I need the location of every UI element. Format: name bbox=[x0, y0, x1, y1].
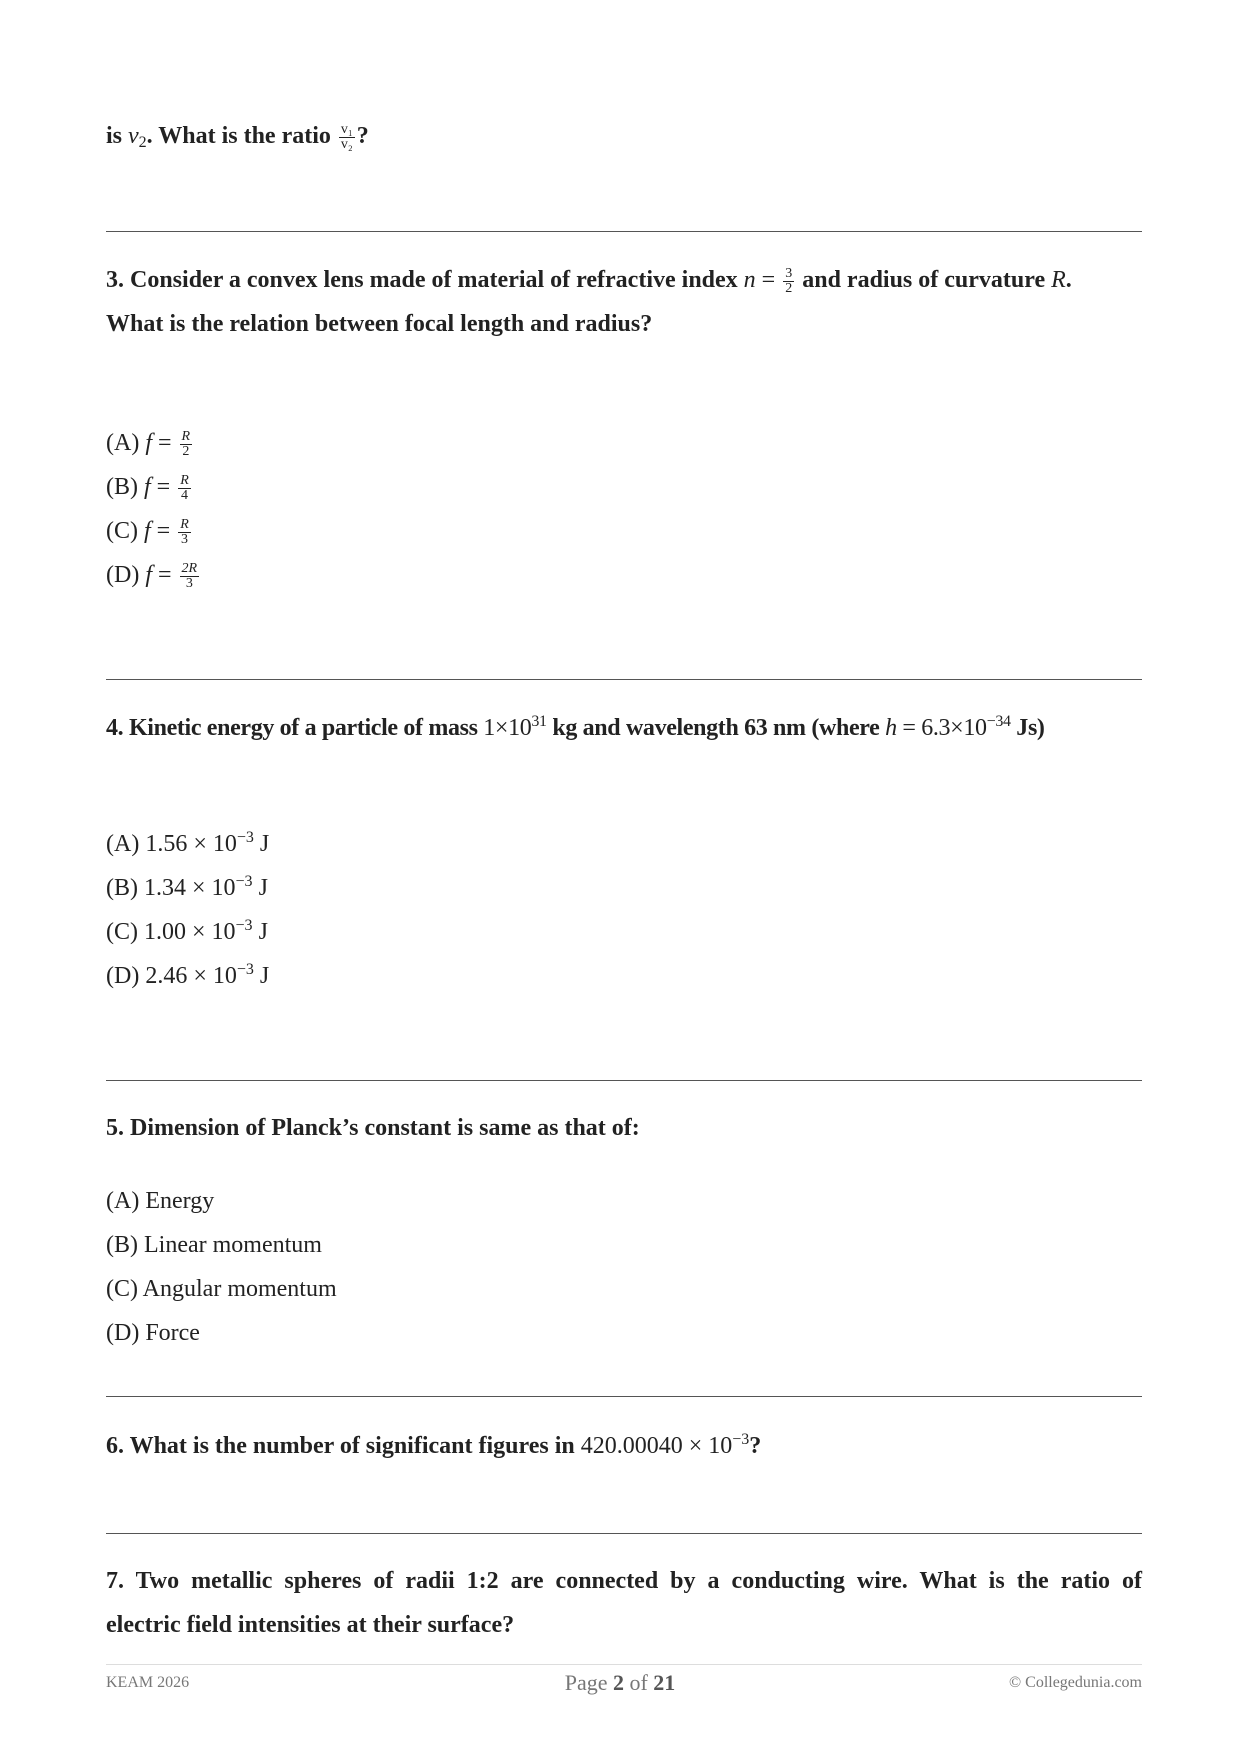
divider bbox=[106, 1533, 1142, 1534]
footer-divider bbox=[106, 1664, 1142, 1665]
footer-exam-name: KEAM 2026 bbox=[106, 1674, 190, 1691]
divider bbox=[106, 231, 1142, 232]
q3-option-a: (A) f = $\frac{R}{2}$ bbox=[106, 428, 191, 459]
q4-option-b: (B) $1.34 \times 10^{-3}$ J bbox=[106, 873, 268, 901]
q4-option-c: (C) $1.00 \times 10^{-3}$ J bbox=[106, 917, 268, 945]
question-3-line2: What is the relation between focal length and radius? bbox=[106, 311, 653, 337]
divider bbox=[106, 679, 1142, 680]
q2-tail: is $v_2$. What is the ratio $\frac{\text{v₁}}{\text{v₂}}$ ? bbox=[106, 121, 369, 152]
ratio-fraction: $\frac{\text{v₁}}{\text{v₂}}$ bbox=[340, 121, 353, 152]
refractive-index-fraction: $\frac{3}{2}$ bbox=[785, 265, 793, 296]
q3-option-c: (C) f = $\frac{R}{3}$ bbox=[106, 516, 189, 547]
q5-option-b: (B) Linear momentum bbox=[106, 1232, 322, 1258]
page-number: Page 2 of 21 bbox=[564, 1670, 676, 1695]
divider bbox=[106, 1396, 1142, 1397]
q5-option-d: (D) Force bbox=[106, 1320, 200, 1346]
q5-option-c: (C) Angular momentum bbox=[106, 1276, 337, 1302]
q4-option-d: (D) $2.46 \times 10^{-3}$ J bbox=[106, 961, 270, 989]
question-5: 5. Dimension of Planck’s constant is same as that of: bbox=[106, 1115, 640, 1141]
footer-copyright: © Collegedunia.com bbox=[1008, 1674, 1142, 1691]
q3-option-b: (B) f = $\frac{R}{4}$ bbox=[106, 472, 189, 503]
question-3: 3. Consider a convex lens made of material of refractive index n = $\frac{3}{2}$ and radius of curvature R. bbox=[106, 265, 1072, 296]
question-7-line2: electric field intensities at their surface? bbox=[106, 1612, 515, 1638]
question-4: 4. Kinetic energy of a particle of mass $1\times 10^{31}$ kg and wavelength 63 nm (where $h = 6.3\times 10^{-34}$ Js) bbox=[106, 713, 1045, 741]
q5-option-a: (A) Energy bbox=[106, 1188, 215, 1214]
question-7-line1: 7. Two metallic spheres of radii 1:2 are connected by a conducting wire. What is the ratio of bbox=[106, 1568, 1142, 1594]
q4-option-a: (A) $1.56 \times 10^{-3}$ J bbox=[106, 829, 270, 857]
divider bbox=[106, 1080, 1142, 1081]
q3-option-d: (D) f = $\frac{2R}{3}$ bbox=[106, 560, 198, 591]
question-6: 6. What is the number of significant figures in $420.00040 \times 10^{-3}$? bbox=[106, 1431, 762, 1459]
